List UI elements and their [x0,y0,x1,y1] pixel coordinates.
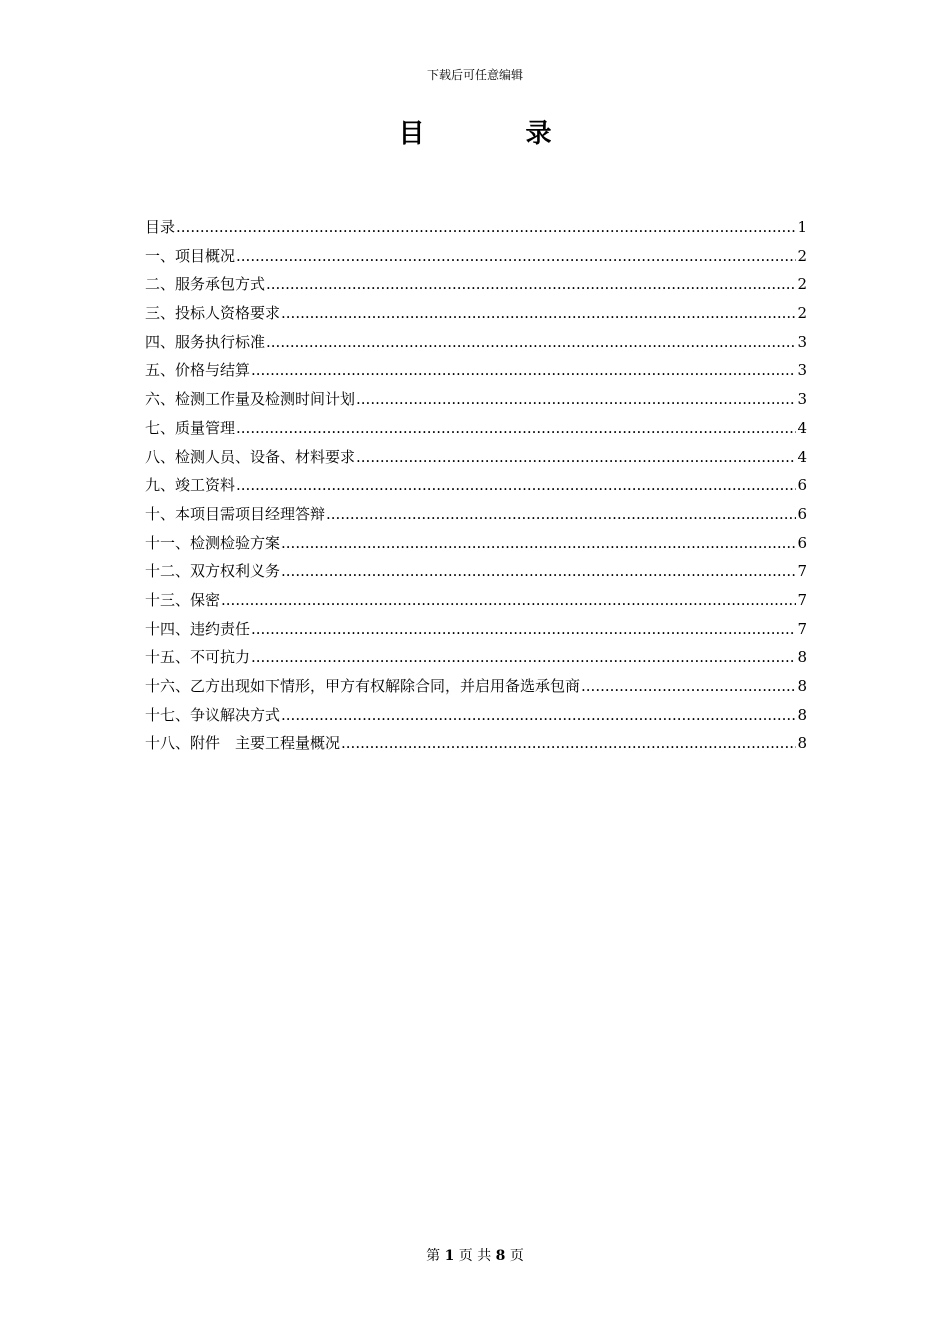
toc-dot-leader [326,500,796,528]
toc-entry[interactable] [145,471,807,500]
toc-dot-leader [251,615,796,643]
toc-entry[interactable] [145,701,807,730]
toc-entry-label: 十、本项目需项目经理答辩 [145,504,326,523]
toc-entry-label: 十三、保密 [145,590,221,609]
page-footer [0,1246,950,1266]
toc-entry[interactable] [145,443,807,472]
toc-entry[interactable] [145,672,807,701]
toc-entry-label: 十一、检测检验方案 [145,533,281,552]
toc-dot-leader [281,529,796,557]
footer-total-pages: 8 [495,1248,506,1264]
toc-entry-label: 目录 [145,218,176,236]
footer-prefix: 第 [426,1248,445,1264]
toc-entry[interactable] [145,414,807,443]
toc-entry-page-number: 8 [797,648,807,667]
toc-dot-leader [251,643,796,671]
toc-entry-label: 一、项目概况 [145,246,236,265]
footer-middle: 页 共 [454,1248,496,1264]
toc-entry[interactable] [145,729,807,758]
toc-entry-page-number: 7 [797,619,807,638]
toc-entry[interactable] [145,328,807,357]
toc-entry-page-number: 2 [797,275,807,294]
toc-entry-page-number: 4 [797,418,807,437]
footer-current-page: 1 [444,1248,455,1264]
toc-entry-page-number: 6 [797,504,807,523]
toc-entry-label: 八、检测人员、设备、材料要求 [145,447,356,466]
toc-dot-leader [266,328,796,356]
toc-entry-page-number: 7 [797,562,807,581]
toc-entry[interactable] [145,270,807,299]
toc-entry[interactable] [145,242,807,271]
toc-entry[interactable] [145,557,807,586]
toc-entry-page-number: 3 [797,332,807,351]
toc-dot-leader [236,471,796,499]
toc-entry-label: 六、检测工作量及检测时间计划 [145,390,356,409]
toc-entry[interactable] [145,529,807,558]
toc-dot-leader [356,385,796,413]
toc-entry-page-number: 8 [797,734,807,753]
toc-entry-label: 十八、附件 主要工程量概况 [145,734,341,753]
toc-entry-page-number: 6 [797,533,807,552]
table-of-contents [145,213,807,758]
toc-entry-label: 五、价格与结算 [145,361,251,380]
toc-entry-page-number: 3 [797,361,807,380]
toc-title: 目 录 [398,119,598,149]
toc-entry-page-number: 2 [797,304,807,323]
toc-entry-label: 二、服务承包方式 [145,275,266,294]
toc-entry[interactable] [145,586,807,615]
toc-entry[interactable] [145,213,807,242]
toc-dot-leader [281,701,796,729]
toc-entry-page-number: 8 [797,705,807,724]
toc-entry[interactable] [145,643,807,672]
toc-dot-leader [236,414,796,442]
toc-entry-label: 七、质量管理 [145,418,236,437]
toc-dot-leader [341,729,796,757]
toc-entry-label: 十六、乙方出现如下情形，甲方有权解除合同，并启用备选承包商 [145,677,581,695]
toc-entry-page-number: 8 [797,677,807,695]
header-note: 下载后可任意编辑 [426,68,523,82]
toc-dot-leader [221,586,796,614]
toc-entry-page-number: 3 [797,390,807,409]
toc-entry[interactable] [145,615,807,644]
toc-entry[interactable] [145,500,807,529]
toc-dot-leader [281,557,796,585]
toc-entry-label: 四、服务执行标准 [145,332,266,351]
footer-suffix: 页 [505,1248,524,1264]
toc-entry[interactable] [145,356,807,385]
toc-dot-leader [356,443,796,471]
toc-entry-page-number: 6 [797,476,807,495]
toc-entry-page-number: 2 [797,246,807,265]
toc-dot-leader [176,213,796,241]
toc-entry-page-number: 1 [797,218,807,236]
toc-entry-label: 十二、双方权利义务 [145,562,281,581]
toc-dot-leader [236,242,796,270]
toc-entry-label: 十七、争议解决方式 [145,705,281,724]
toc-entry-page-number: 4 [797,447,807,466]
toc-entry-label: 十四、违约责任 [145,619,251,638]
toc-entry-label: 九、竣工资料 [145,476,236,495]
toc-entry[interactable] [145,299,807,328]
toc-dot-leader [281,299,796,327]
toc-dot-leader [266,270,796,298]
toc-entry-page-number: 7 [797,590,807,609]
toc-entry[interactable] [145,385,807,414]
toc-dot-leader [251,356,796,384]
toc-dot-leader [581,672,796,700]
toc-entry-label: 十五、不可抗力 [145,648,251,667]
toc-entry-label: 三、投标人资格要求 [145,304,281,323]
